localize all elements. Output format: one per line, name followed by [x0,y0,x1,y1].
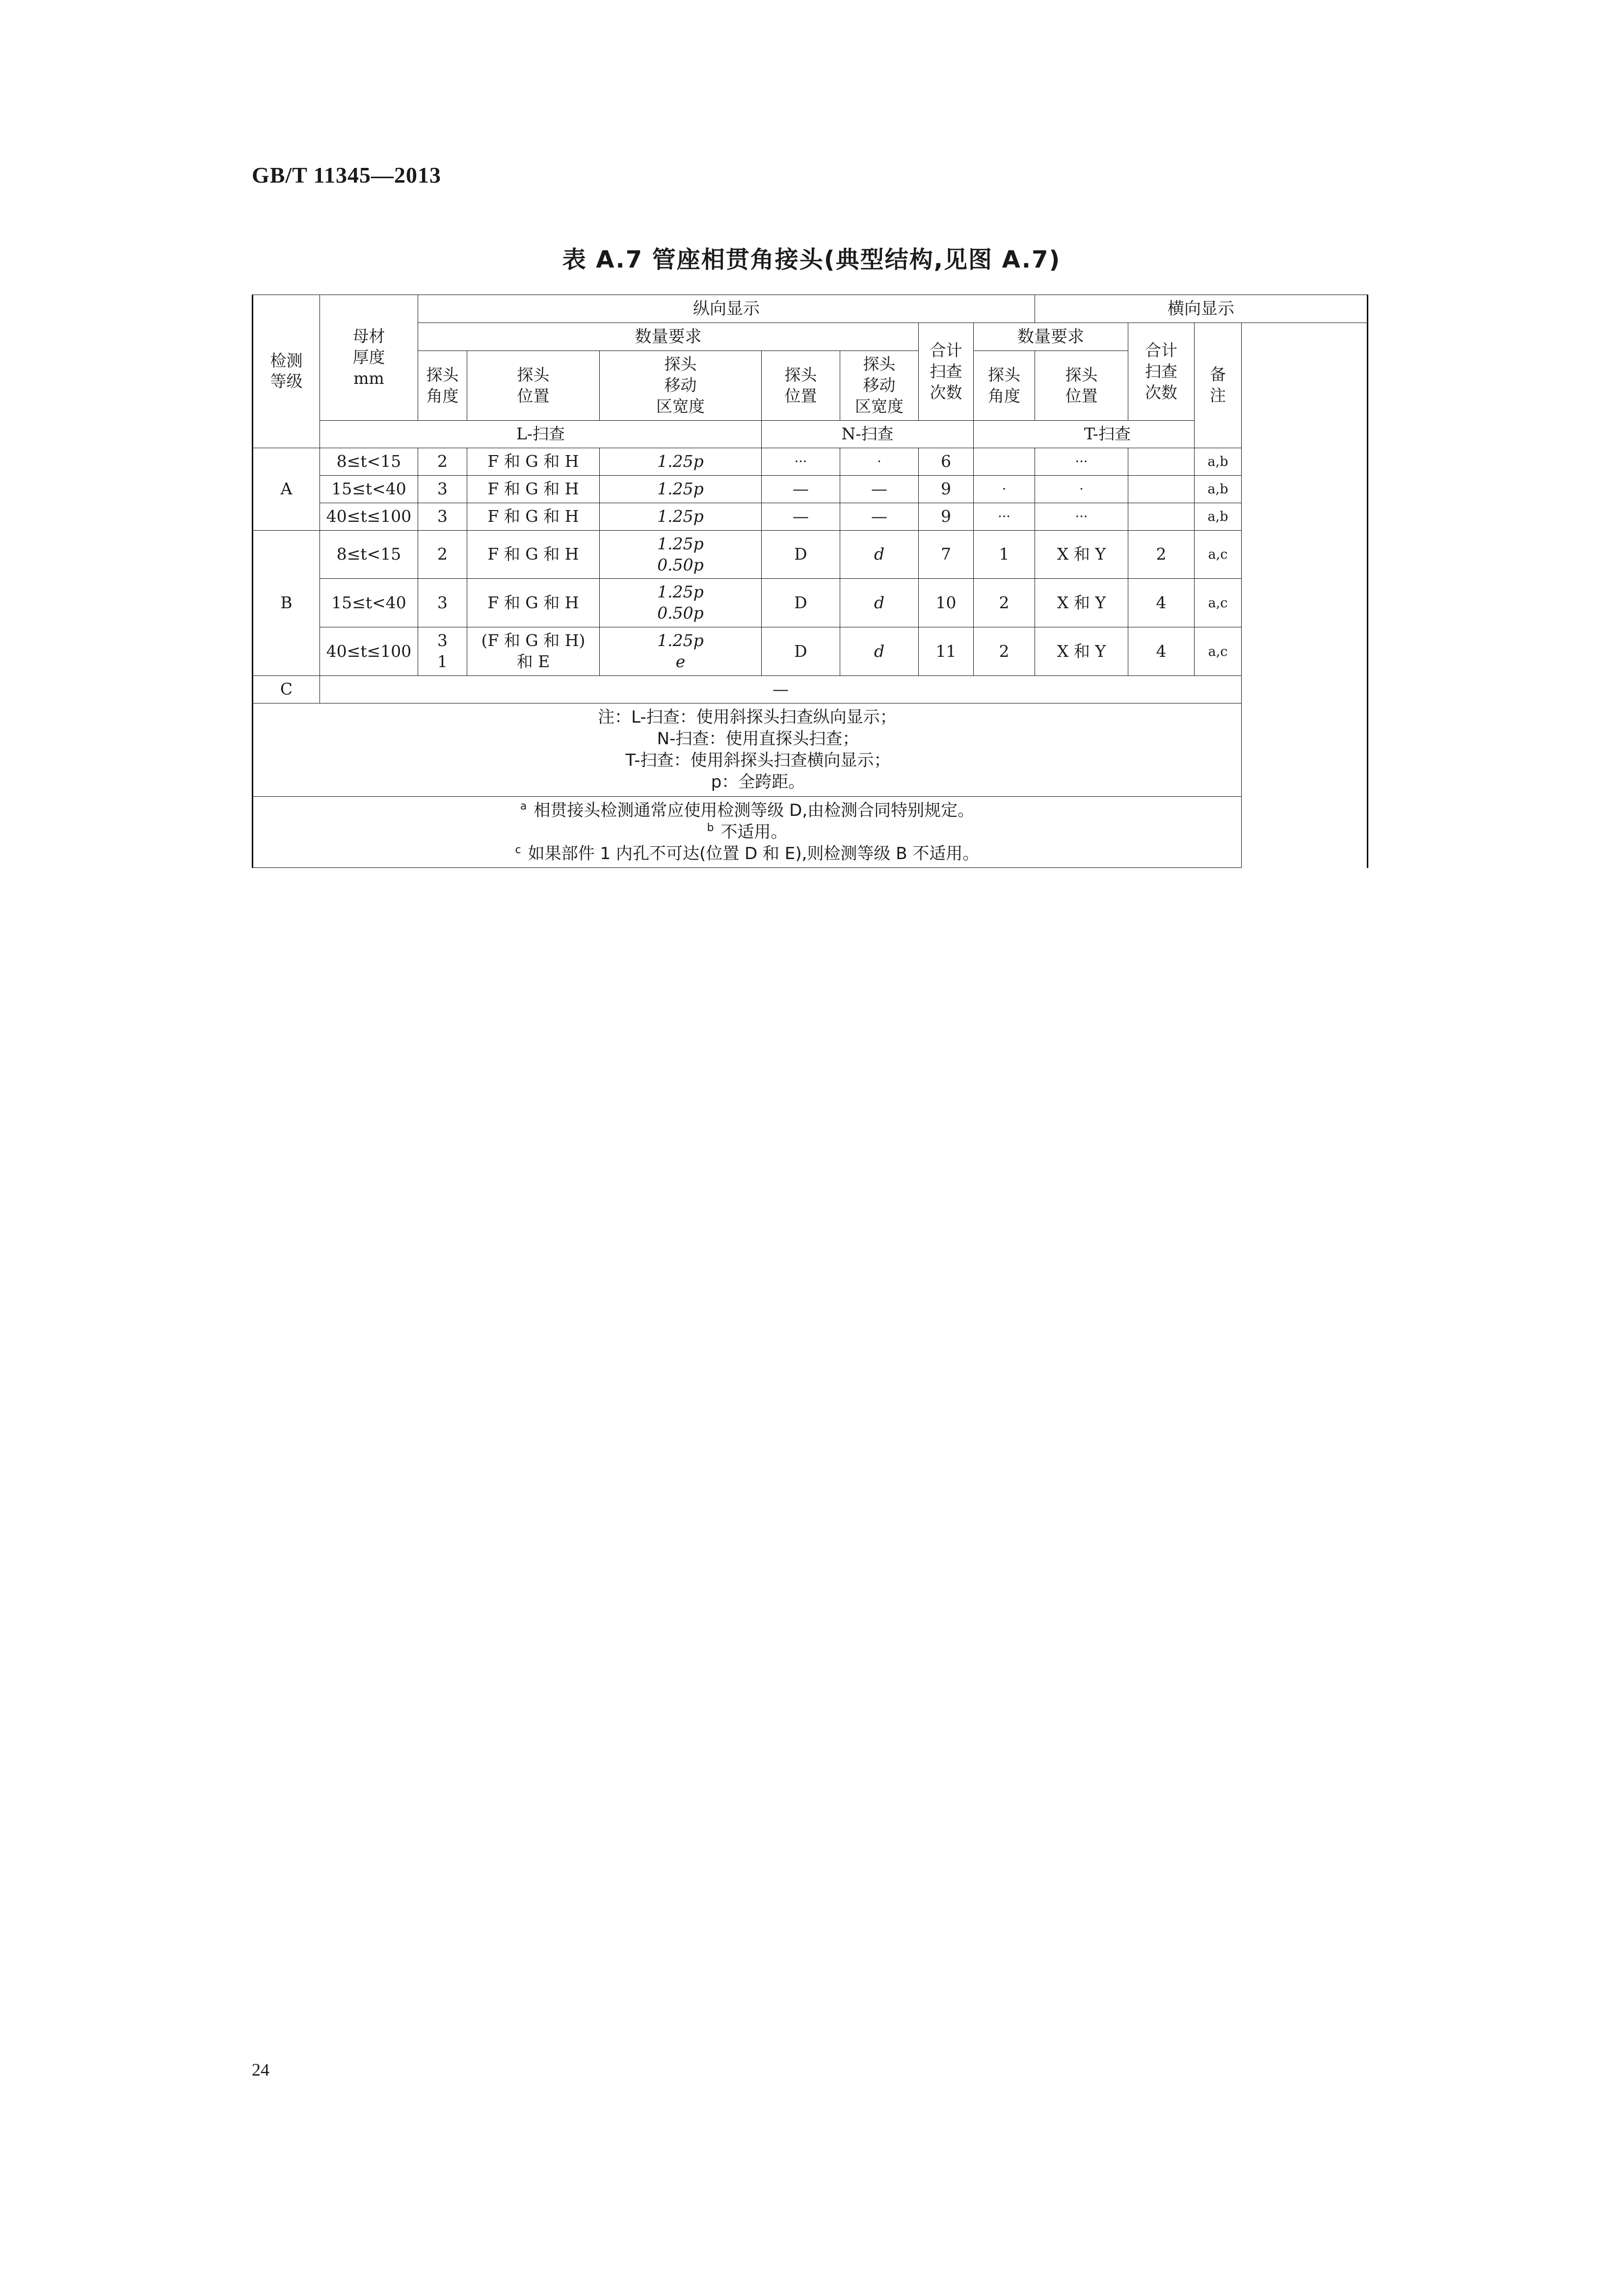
cell-remark: a,c [1195,579,1242,627]
table-notes-row [253,703,1368,796]
cell-probe-move-width-n: d [840,530,919,579]
cell-probe-move-width-n: — [840,475,919,503]
cell-thickness: 8≤t<15 [320,530,418,579]
table-row [253,530,1368,579]
cell-probe-position-l: (F 和 G 和 H) 和 E [467,627,600,676]
footnote-b-marker: b [707,822,714,835]
cell-total-scan-n: 9 [919,475,974,503]
cell-probe-position-n: ··· [762,448,840,475]
cell-probe-move-width-l: 1.25p 0.50p [600,530,762,579]
cell-probe-position-n: D [762,627,840,676]
cell-probe-position-n: D [762,579,840,627]
cell-total-scan-t: 2 [1128,530,1195,579]
footnote-b [254,821,1240,843]
table-footnotes [253,796,1242,868]
table-row [253,627,1368,676]
cell-probe-position-n: — [762,475,840,503]
cell-remark: a,c [1195,627,1242,676]
cell-remark: a,c [1195,530,1242,579]
table-a7-container [252,295,1368,868]
cell-total-scan-t: 4 [1128,627,1195,676]
cell-probe-move-width-n: d [840,579,919,627]
table-notes [253,703,1242,796]
footnote-a [254,800,1240,821]
header-probe-move-width-n: 探头 移动 区宽度 [840,351,919,421]
cell-thickness: 8≤t<15 [320,448,418,475]
cell-probe-angle-t: 1 [974,530,1035,579]
cell-probe-angle-t [974,448,1035,475]
header-scan-n: N-扫查 [762,421,974,448]
note-line-1: 注：L-扫查：使用斜探头扫查纵向显示； [598,707,897,727]
cell-probe-angle-t: 2 [974,627,1035,676]
cell-probe-angle-t: ··· [974,503,1035,530]
cell-probe-move-width-l: 1.25p [600,448,762,475]
running-head-standard-number: GB/T 11345—2013 [252,162,442,188]
header-grade: 检测 等级 [253,295,320,448]
cell-probe-position-l: F 和 G 和 H [467,579,600,627]
cell-total-scan-n: 6 [919,448,974,475]
cell-probe-position-l: F 和 G 和 H [467,530,600,579]
footnote-a-marker: a [520,800,527,813]
cell-probe-angle-l: 3 [418,579,467,627]
header-quantity-requirement-longitudinal: 数量要求 [418,323,919,351]
cell-probe-move-width-l: 1.25p [600,503,762,530]
cell-probe-angle-l: 2 [418,530,467,579]
table-a7 [252,295,1368,868]
cell-probe-position-t: ··· [1035,448,1128,475]
table-row-grade-c [253,675,1368,703]
header-row-quantity [253,323,1368,351]
cell-probe-position-t: X 和 Y [1035,530,1128,579]
header-probe-move-width-l: 探头 移动 区宽度 [600,351,762,421]
cell-probe-angle-l: 3 [418,503,467,530]
cell-total-scan-n: 10 [919,579,974,627]
header-longitudinal-display: 纵向显示 [418,295,1035,323]
cell-probe-move-width-l: 1.25p e [600,627,762,676]
cell-grade: B [253,530,320,675]
cell-remark: a,b [1195,448,1242,475]
cell-probe-angle-l: 2 [418,448,467,475]
table-footnotes-row [253,796,1368,868]
table-row [253,503,1368,530]
cell-probe-angle-l: 3 1 [418,627,467,676]
header-thickness: 母材 厚度 mm [320,295,418,421]
header-remark: 备 注 [1195,323,1242,448]
cell-probe-position-t: ··· [1035,503,1128,530]
cell-probe-position-l: F 和 G 和 H [467,448,600,475]
header-probe-position-t: 探头 位置 [1035,351,1128,421]
cell-grade-c-value: — [320,675,1242,703]
footnote-b-text: 不适用。 [720,822,788,842]
cell-probe-position-t: · [1035,475,1128,503]
header-total-scan-count-n: 合计 扫查 次数 [919,323,974,421]
cell-probe-position-t: X 和 Y [1035,579,1128,627]
cell-total-scan-n: 11 [919,627,974,676]
cell-thickness: 40≤t≤100 [320,627,418,676]
header-scan-l: L-扫查 [320,421,762,448]
cell-thickness: 15≤t<40 [320,475,418,503]
header-probe-angle-t: 探头 角度 [974,351,1035,421]
cell-probe-position-t: X 和 Y [1035,627,1128,676]
cell-total-scan-t [1128,503,1195,530]
cell-probe-angle-t: 2 [974,579,1035,627]
cell-probe-position-l: F 和 G 和 H [467,503,600,530]
cell-grade: C [253,675,320,703]
cell-probe-move-width-n: · [840,448,919,475]
header-total-scan-count-t: 合计 扫查 次数 [1128,323,1195,421]
header-probe-angle-l: 探头 角度 [418,351,467,421]
cell-total-scan-t: 4 [1128,579,1195,627]
header-row-scan-types [253,421,1368,448]
cell-probe-move-width-n: d [840,627,919,676]
table-row [253,475,1368,503]
cell-total-scan-t [1128,475,1195,503]
note-line-2: N-扫查：使用直探头扫查； [657,729,859,749]
cell-probe-position-l: F 和 G 和 H [467,475,600,503]
cell-probe-angle-l: 3 [418,475,467,503]
table-row [253,579,1368,627]
cell-grade: A [253,448,320,530]
footnote-c [254,843,1240,864]
footnote-a-text: 相贯接头检测通常应使用检测等级 D,由检测合同特别规定。 [533,800,975,820]
cell-thickness: 40≤t≤100 [320,503,418,530]
header-transverse-display: 横向显示 [1035,295,1368,323]
cell-remark: a,b [1195,503,1242,530]
cell-probe-move-width-l: 1.25p [600,475,762,503]
table-caption: 表 A.7 管座相贯角接头(典型结构,见图 A.7) [562,246,1061,273]
header-quantity-requirement-transverse: 数量要求 [974,323,1128,351]
cell-probe-position-n: D [762,530,840,579]
note-line-3: T-扫查：使用斜探头扫查横向显示； [625,751,891,771]
cell-total-scan-t [1128,448,1195,475]
cell-total-scan-n: 9 [919,503,974,530]
header-probe-position-l: 探头 位置 [467,351,600,421]
header-row-band-direction [253,295,1368,323]
cell-probe-position-n: — [762,503,840,530]
cell-total-scan-n: 7 [919,530,974,579]
header-probe-position-n: 探头 位置 [762,351,840,421]
cell-remark: a,b [1195,475,1242,503]
cell-probe-angle-t: · [974,475,1035,503]
cell-thickness: 15≤t<40 [320,579,418,627]
cell-probe-move-width-l: 1.25p 0.50p [600,579,762,627]
footnote-c-text: 如果部件 1 内孔不可达(位置 D 和 E),则检测等级 B 不适用。 [528,843,980,864]
table-row [253,448,1368,475]
cell-probe-move-width-n: — [840,503,919,530]
note-line-4: p：全跨距。 [711,772,805,792]
footnote-c-marker: c [515,843,521,856]
header-scan-t: T-扫查 [974,421,1242,448]
page-number: 24 [252,2060,269,2080]
